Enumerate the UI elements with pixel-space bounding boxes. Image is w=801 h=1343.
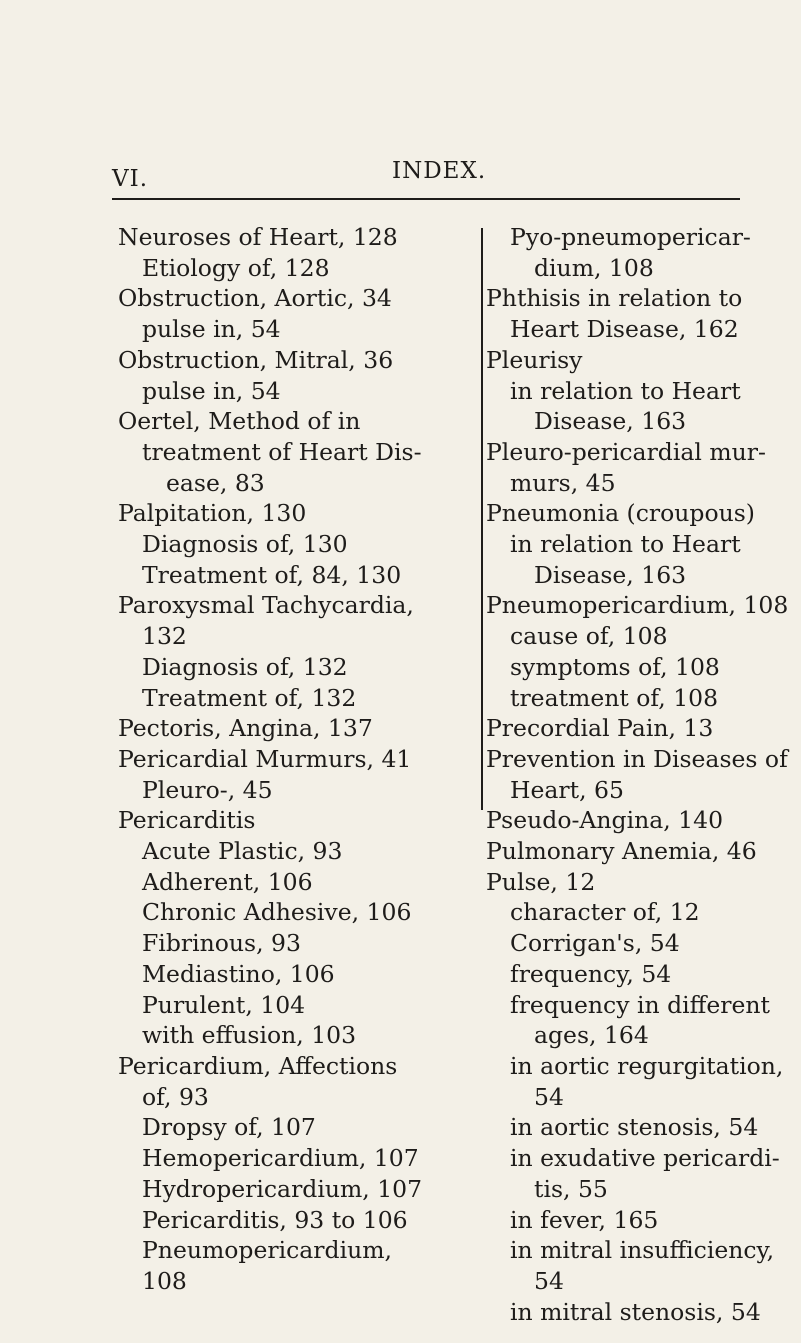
index-column-left	[118, 222, 473, 1297]
index-entry: Hydropericardium, 107	[142, 1174, 423, 1203]
index-entry: Obstruction, Aortic, 34	[118, 284, 392, 313]
page-number: VI.	[112, 166, 149, 192]
index-entry: Pericardium, Affections	[118, 1051, 398, 1080]
index-entry: Neuroses of Heart, 128	[118, 223, 398, 251]
index-entry: tis, 55	[534, 1174, 608, 1203]
page-header	[0, 0, 801, 210]
index-entry: Pneumopericardium,	[142, 1236, 392, 1265]
index-entry: Diagnosis of, 132	[142, 652, 348, 681]
index-entry: Hemopericardium, 107	[142, 1144, 419, 1173]
index-entry: frequency, 54	[510, 959, 672, 988]
index-entry: Pulmonary Anemia, 46	[486, 837, 757, 866]
index-entry: Pleurisy	[486, 345, 583, 374]
index-entry: with effusion, 103	[142, 1021, 357, 1050]
index-entry: murs, 45	[510, 468, 616, 497]
running-head: INDEX.	[392, 158, 487, 184]
index-entry: 54	[534, 1082, 564, 1111]
index-entry: 54	[534, 1266, 564, 1295]
index-entry: 132	[142, 622, 187, 651]
index-entry: in fever, 165	[510, 1205, 659, 1234]
column-divider	[481, 228, 483, 810]
index-entry: Oertel, Method of in	[118, 407, 361, 436]
index-entry: in aortic stenosis, 54	[510, 1113, 759, 1142]
index-entry: in mitral insufficiency,	[510, 1236, 775, 1265]
index-entry: pulse in, 54	[142, 315, 281, 344]
index-entry: Pseudo-Angina, 140	[486, 806, 724, 835]
index-entry: Pyo-pneumopericar-	[510, 223, 751, 251]
index-entry: Phthisis in relation to	[486, 284, 743, 313]
index-entry: ease, 83	[166, 468, 265, 497]
index-entry: Palpitation, 130	[118, 499, 307, 528]
index-entry: Purulent, 104	[142, 990, 306, 1019]
index-entry: Mediastino, 106	[142, 959, 335, 988]
index-entry: ages, 164	[534, 1021, 649, 1050]
index-entry: symptoms of, 108	[510, 652, 720, 681]
index-entry: Heart Disease, 162	[510, 315, 739, 344]
index-entry: 108	[142, 1266, 187, 1295]
index-entry: Obstruction, Mitral, 36	[118, 345, 394, 374]
index-entry: pulse in, 54	[142, 376, 281, 405]
index-entry: treatment of, 108	[510, 683, 719, 712]
index-entry: in mitral stenosis, 54	[510, 1297, 761, 1326]
index-entry: cause of, 108	[510, 622, 668, 651]
index-entry: Disease, 163	[534, 560, 687, 589]
index-entry: treatment of Heart Dis-	[142, 437, 422, 466]
index-entry: character of, 12	[510, 898, 700, 927]
index-entry: Paroxysmal Tachycardia,	[118, 591, 414, 620]
index-entry: Corrigan's, 54	[510, 929, 680, 958]
index-entry: Pectoris, Angina, 137	[118, 714, 373, 743]
index-entry: Treatment of, 132	[142, 683, 357, 712]
header-rule	[112, 198, 740, 200]
index-entry: Disease, 163	[534, 407, 687, 436]
index-entry: Adherent, 106	[142, 867, 313, 896]
index-entry: Pericarditis, 93 to 106	[142, 1205, 408, 1234]
index-entry: Pneumopericardium, 108	[486, 591, 789, 620]
index-entry: dium, 108	[534, 253, 654, 282]
index-entry: of, 93	[142, 1082, 209, 1111]
index-entry: Dropsy of, 107	[142, 1113, 316, 1142]
index-entry: Heart, 65	[510, 775, 624, 804]
index-entry: Pneumonia (croupous)	[486, 499, 755, 528]
index-entry: Pleuro-pericardial mur-	[486, 437, 766, 466]
index-entry: Etiology of, 128	[142, 253, 330, 282]
index-entry: Prevention in Diseases of	[486, 744, 788, 773]
index-entry: in aortic regurgitation,	[510, 1051, 784, 1080]
index-column-right	[486, 222, 789, 1327]
index-entry: Pleuro-, 45	[142, 775, 273, 804]
index-entry: Chronic Adhesive, 106	[142, 898, 412, 927]
index-entry: in relation to Heart	[510, 530, 741, 559]
index-entry: Pericardial Murmurs, 41	[118, 744, 412, 773]
index-entry: Fibrinous, 93	[142, 929, 301, 958]
index-entry: Acute Plastic, 93	[142, 837, 343, 866]
index-entry: Pulse, 12	[486, 867, 596, 896]
index-entry: Diagnosis of, 130	[142, 530, 348, 559]
index-entry: in exudative pericardi-	[510, 1144, 780, 1173]
index-entry: frequency in different	[510, 990, 770, 1019]
index-entry: Precordial Pain, 13	[486, 714, 714, 743]
index-entry: Pericarditis	[118, 806, 256, 835]
index-entry: in relation to Heart	[510, 376, 741, 405]
index-entry: Treatment of, 84, 130	[142, 560, 402, 589]
